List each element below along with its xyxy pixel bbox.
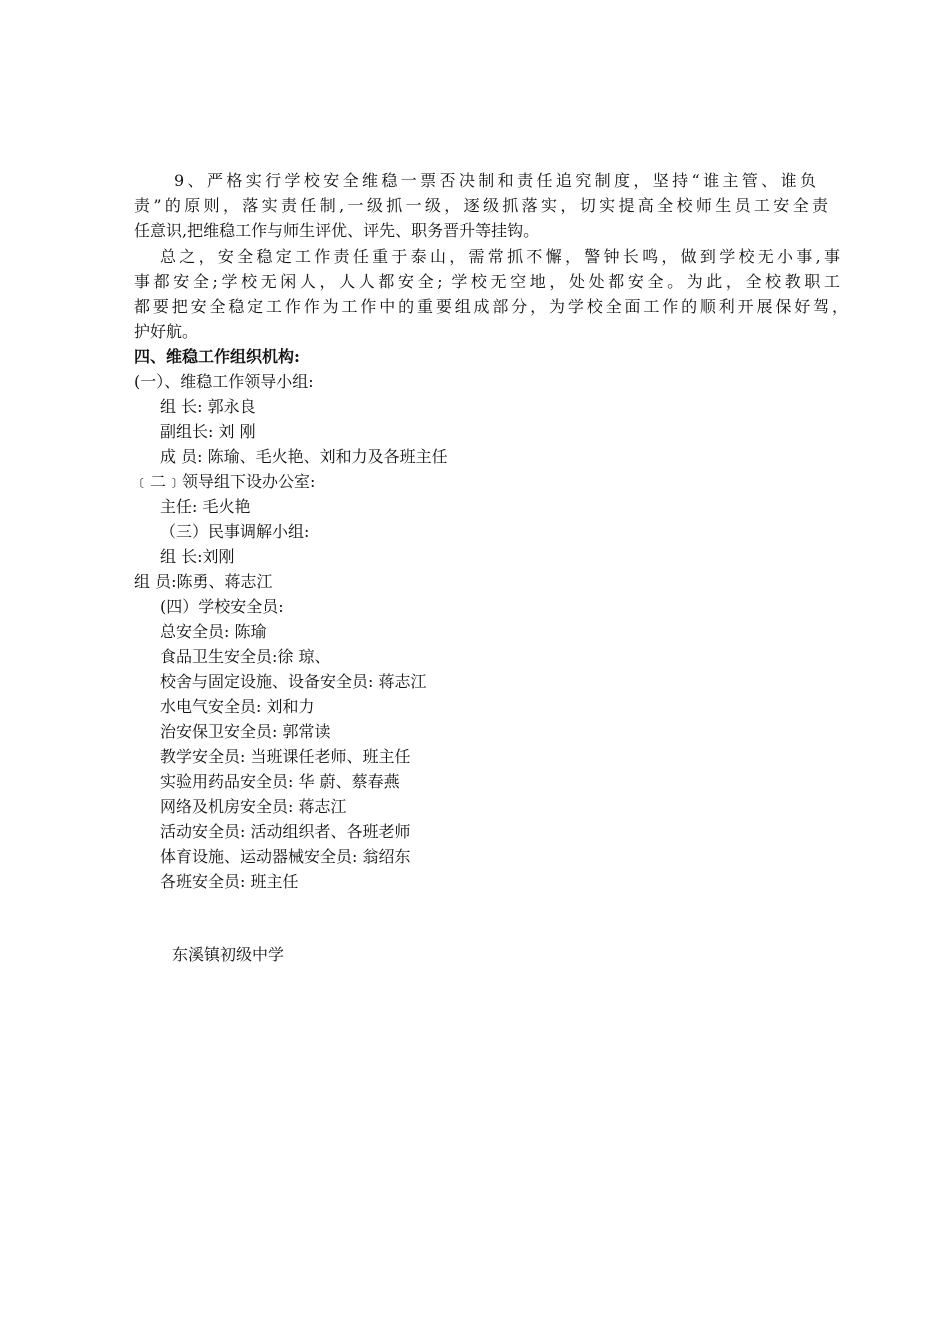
group-3-title: （三）民事调解小组: bbox=[160, 522, 310, 541]
group-1-members: 成 员: 陈瑜、毛火艳、刘和力及各班主任 bbox=[160, 447, 448, 466]
safety-role-item: 体育设施、运动器械安全员: 翁绍东 bbox=[160, 847, 411, 866]
safety-role-item: 实验用药品安全员: 华 蔚、蔡春燕 bbox=[160, 772, 400, 791]
paragraph-9-line-1: 9、严格实行学校安全维稳一票否决制和责任追究制度，坚持“谁主管、谁负 bbox=[174, 171, 816, 190]
group-1-leader: 组 长: 郭永良 bbox=[160, 397, 256, 416]
group-3-members: 组 员:陈勇、蒋志江 bbox=[134, 572, 273, 591]
group-2-director: 主任: 毛火艳 bbox=[160, 497, 251, 516]
safety-role-item: 校舍与固定设施、设备安全员: 蒋志江 bbox=[160, 672, 427, 691]
safety-role-item: 食品卫生安全员:徐 琼、 bbox=[160, 647, 331, 666]
summary-line-2: 事都安全;学校无闲人，人人都安全; 学校无空地，处处都安全。为此，全校教职工 bbox=[134, 272, 840, 291]
safety-role-item: 治安保卫安全员: 郭常读 bbox=[160, 722, 331, 741]
group-2-title: ﹝二﹞领导组下设办公室: bbox=[134, 472, 316, 491]
paragraph-9-line-3: 任意识,把维稳工作与师生评优、评先、职务晋升等挂钩。 bbox=[134, 221, 540, 240]
safety-role-item: 各班安全员: 班主任 bbox=[160, 872, 299, 891]
group-3-leader: 组 长:刘刚 bbox=[160, 547, 235, 566]
school-signature: 东溪镇初级中学 bbox=[172, 945, 285, 964]
summary-line-1: 总之，安全稳定工作责任重于泰山，需常抓不懈，警钟长鸣，做到学校无小事,事 bbox=[160, 247, 840, 266]
safety-role-item: 活动安全员: 活动组织者、各班老师 bbox=[160, 822, 411, 841]
paragraph-9-line-2: 责”的原则，落实责任制,一级抓一级，逐级抓落实，切实提高全校师生员工安全责 bbox=[134, 196, 828, 215]
summary-line-3: 都要把安全稳定工作作为工作中的重要组成部分，为学校全面工作的顺利开展保好驾， bbox=[134, 297, 848, 316]
group-4-title: (四）学校安全员: bbox=[160, 597, 284, 616]
section-4-heading: 四、维稳工作组织机构: bbox=[134, 347, 300, 366]
group-1-title: (一）、维稳工作领导小组: bbox=[134, 372, 314, 391]
group-1-deputy: 副组长: 刘 刚 bbox=[160, 422, 256, 441]
safety-role-item: 教学安全员: 当班课任老师、班主任 bbox=[160, 747, 411, 766]
safety-role-item: 水电气安全员: 刘和力 bbox=[160, 697, 315, 716]
summary-line-4: 护好航。 bbox=[134, 322, 199, 341]
safety-role-item: 总安全员: 陈瑜 bbox=[160, 622, 267, 641]
safety-role-item: 网络及机房安全员: 蒋志江 bbox=[160, 797, 347, 816]
